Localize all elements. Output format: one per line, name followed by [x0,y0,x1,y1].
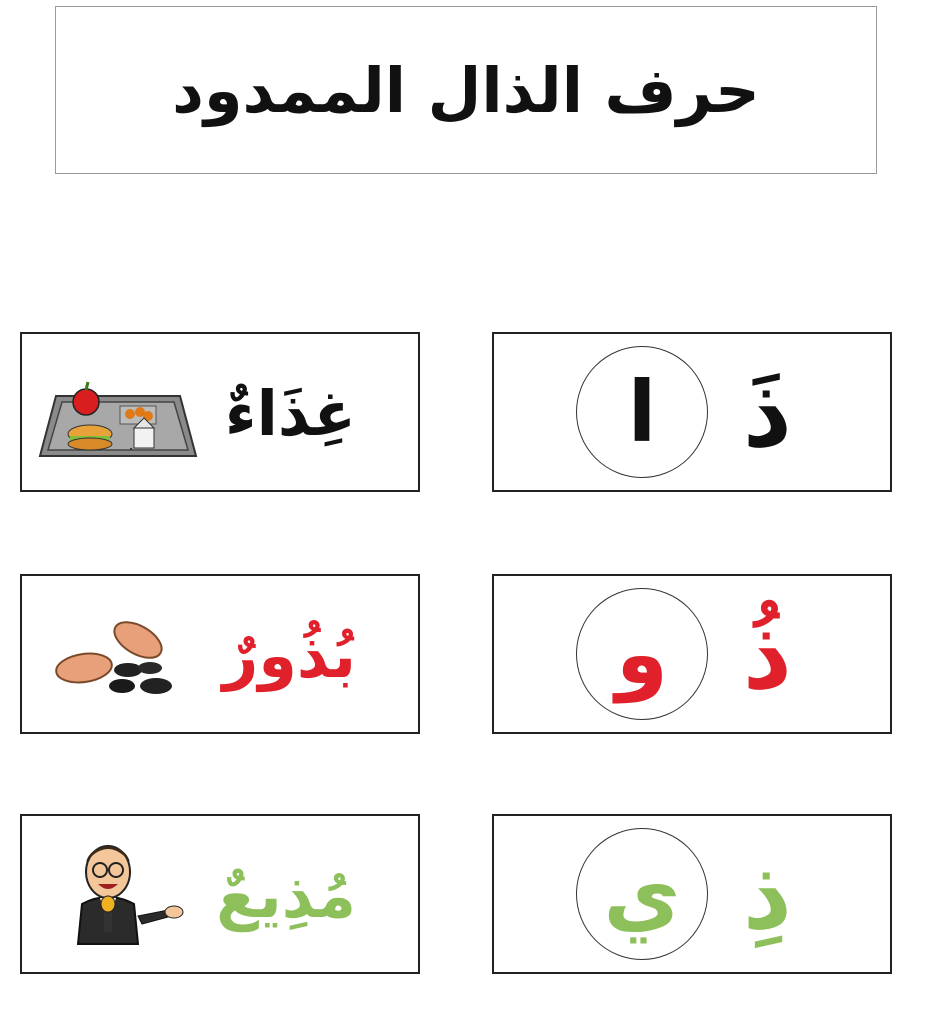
letter-card-kasra [492,814,892,974]
seeds-icon [38,598,198,714]
example-word: غِذَاءٌ [224,377,356,450]
word-card-seeds [20,574,420,734]
letter-card-fatha [492,332,892,492]
example-word: مُذِيعٌ [216,859,356,932]
syllable-text: ذُ [742,599,792,711]
food-tray-icon [38,356,198,472]
long-vowel-circle: ي [576,828,708,960]
long-vowel-circle: و [576,588,708,720]
word-card-announcer [20,814,420,974]
syllable-text: ذَ [742,357,792,469]
example-word: بُذُورٌ [222,619,356,692]
title-box [55,6,877,174]
page-title: حرف الذال الممدود [172,53,760,127]
announcer-icon [38,822,198,958]
syllable-text: ذِ [742,839,792,951]
letter-card-damma [492,574,892,734]
long-vowel-circle: ا [576,346,708,478]
word-card-food [20,332,420,492]
